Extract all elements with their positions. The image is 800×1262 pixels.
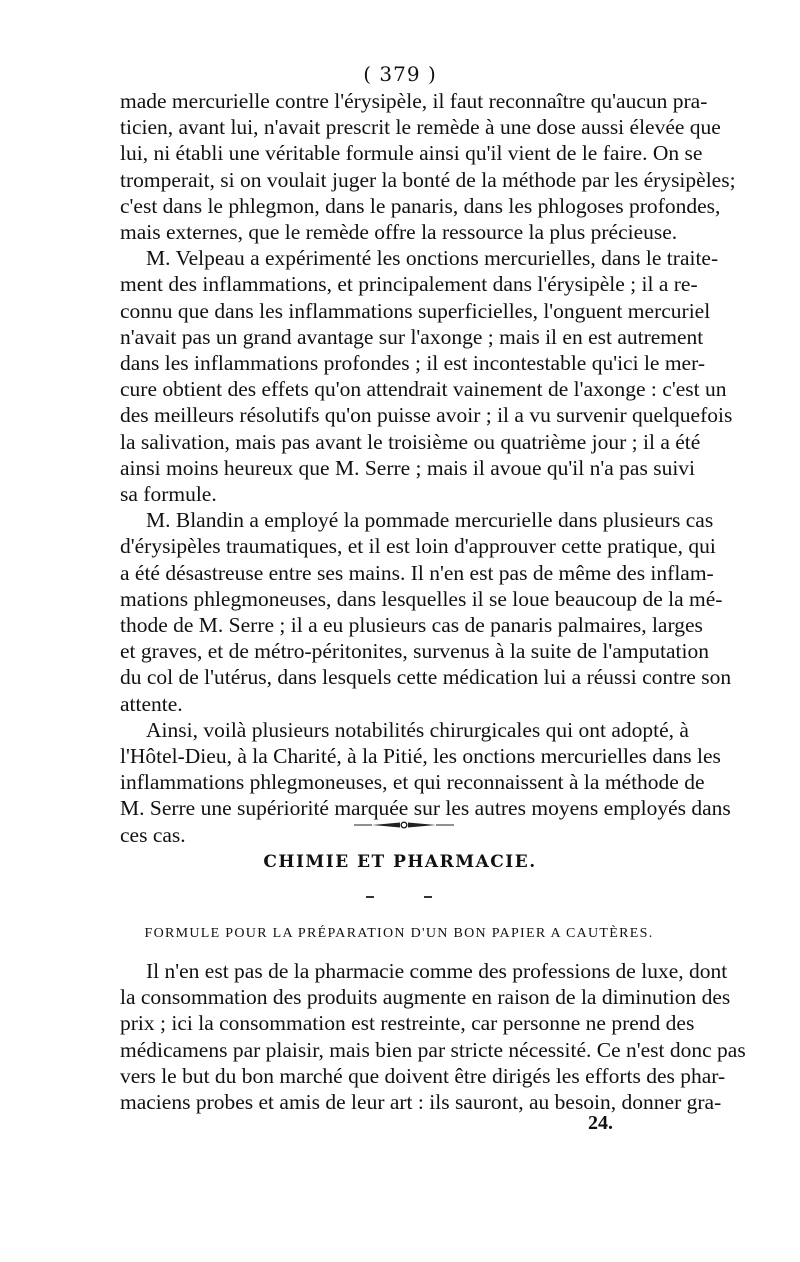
text-line: thode de M. Serre ; il a eu plusieurs cas de panaris palmaires, larges [120, 613, 703, 638]
text-line: lui, ni établi une véritable formule ainsi qu'il vient de le faire. On se [120, 141, 703, 166]
text-line: attente. [120, 691, 183, 716]
text-line: inflammations phlegmoneuses, et qui reconnaissent à la méthode de [120, 770, 705, 795]
text-line: ainsi moins heureux que M. Serre ; mais il avoue qu'il n'a pas suivi [120, 455, 696, 480]
text-line: prix ; ici la consommation est restreinte, car personne ne prend des [120, 1011, 695, 1036]
text-line: la consommation des produits augmente en raison de la diminution des [120, 985, 731, 1010]
text-line: vers le but du bon marché que doivent être dirigés les efforts des phar- [120, 1063, 726, 1088]
text-line: c'est dans le phlegmon, dans le panaris, dans les phlogoses profondes, [120, 193, 721, 218]
text-line: made mercurielle contre l'érysipèle, il faut reconnaître qu'aucun pra- [120, 89, 708, 113]
text-line: la salivation, mais pas avant le troisième ou quatrième jour ; il a été [120, 429, 701, 454]
text-line: M. Velpeau a expérimenté les onctions mercurielles, dans le traite- [146, 246, 719, 271]
text-line: ment des inflammations, et principalement dans l'érysipèle ; il a re- [120, 272, 698, 297]
text-line: n'avait pas un grand avantage sur l'axonge ; mais il en est autrement [120, 324, 704, 349]
text-line: médicamens par plaisir, mais bien par stricte nécessité. Ce n'est donc pas [120, 1037, 746, 1062]
top-text-block [120, 88, 736, 848]
text-line: sa formule. [120, 482, 217, 507]
page-number: ( 379 ) [363, 62, 437, 86]
text-line: a été désastreuse entre ses mains. Il n'en est pas de même des inflam- [120, 560, 714, 585]
text-line: mais externes, que le remède offre la ressource la plus précieuse. [120, 220, 678, 245]
text-line: Il n'en est pas de la pharmacie comme des professions de luxe, dont [146, 959, 728, 983]
section-divider-ornament [352, 818, 456, 832]
text-line: tromperait, si on voulait juger la bonté de la méthode par les érysipèles; [120, 167, 736, 192]
text-line: dans les inflammations profondes ; il est incontestable qu'ici le mer- [120, 351, 705, 376]
text-line: maciens probes et amis de leur art : ils sauront, au besoin, donner gra- [120, 1090, 722, 1115]
bottom-text-block [120, 958, 746, 1115]
text-line: du col de l'utérus, dans lesquels cette médication lui a réussi contre son [120, 665, 732, 690]
text-line: cure obtient des effets qu'on attendrait vainement de l'axonge : c'est un [120, 377, 727, 402]
text-line: M. Serre une supériorité marquée sur les autres moyens employés dans [120, 796, 731, 821]
section-title: CHIMIE ET PHARMACIE. [263, 852, 537, 872]
subsection-title: FORMULE POUR LA PRÉPARATION D'UN BON PAPIER A CAUTÈRES. [144, 926, 654, 941]
title-dash [366, 896, 374, 898]
text-line: ticien, avant lui, n'avait prescrit le remède à une dose aussi élevée que [120, 115, 721, 140]
text-line: ces cas. [120, 822, 186, 847]
text-line: connu que dans les inflammations superficielles, l'onguent mercuriel [120, 298, 711, 323]
text-line: M. Blandin a employé la pommade mercurielle dans plusieurs cas [146, 508, 714, 533]
text-line: mations phlegmoneuses, dans lesquelles il se loue beaucoup de la mé- [120, 586, 723, 611]
text-line: et graves, et de métro-péritonites, survenus à la suite de l'amputation [120, 639, 709, 664]
signature-mark: 24. [588, 1112, 613, 1134]
text-line: des meilleurs résolutifs qu'on puisse avoir ; il a vu survenir quelquefois [120, 403, 733, 428]
title-dash [424, 896, 432, 898]
text-line: d'érysipèles traumatiques, et il est loin d'approuver cette pratique, qui [120, 534, 716, 559]
text-line: Ainsi, voilà plusieurs notabilités chirurgicales qui ont adopté, à [146, 717, 689, 742]
text-line: l'Hôtel-Dieu, à la Charité, à la Pitié, les onctions mercurielles dans les [120, 744, 721, 769]
